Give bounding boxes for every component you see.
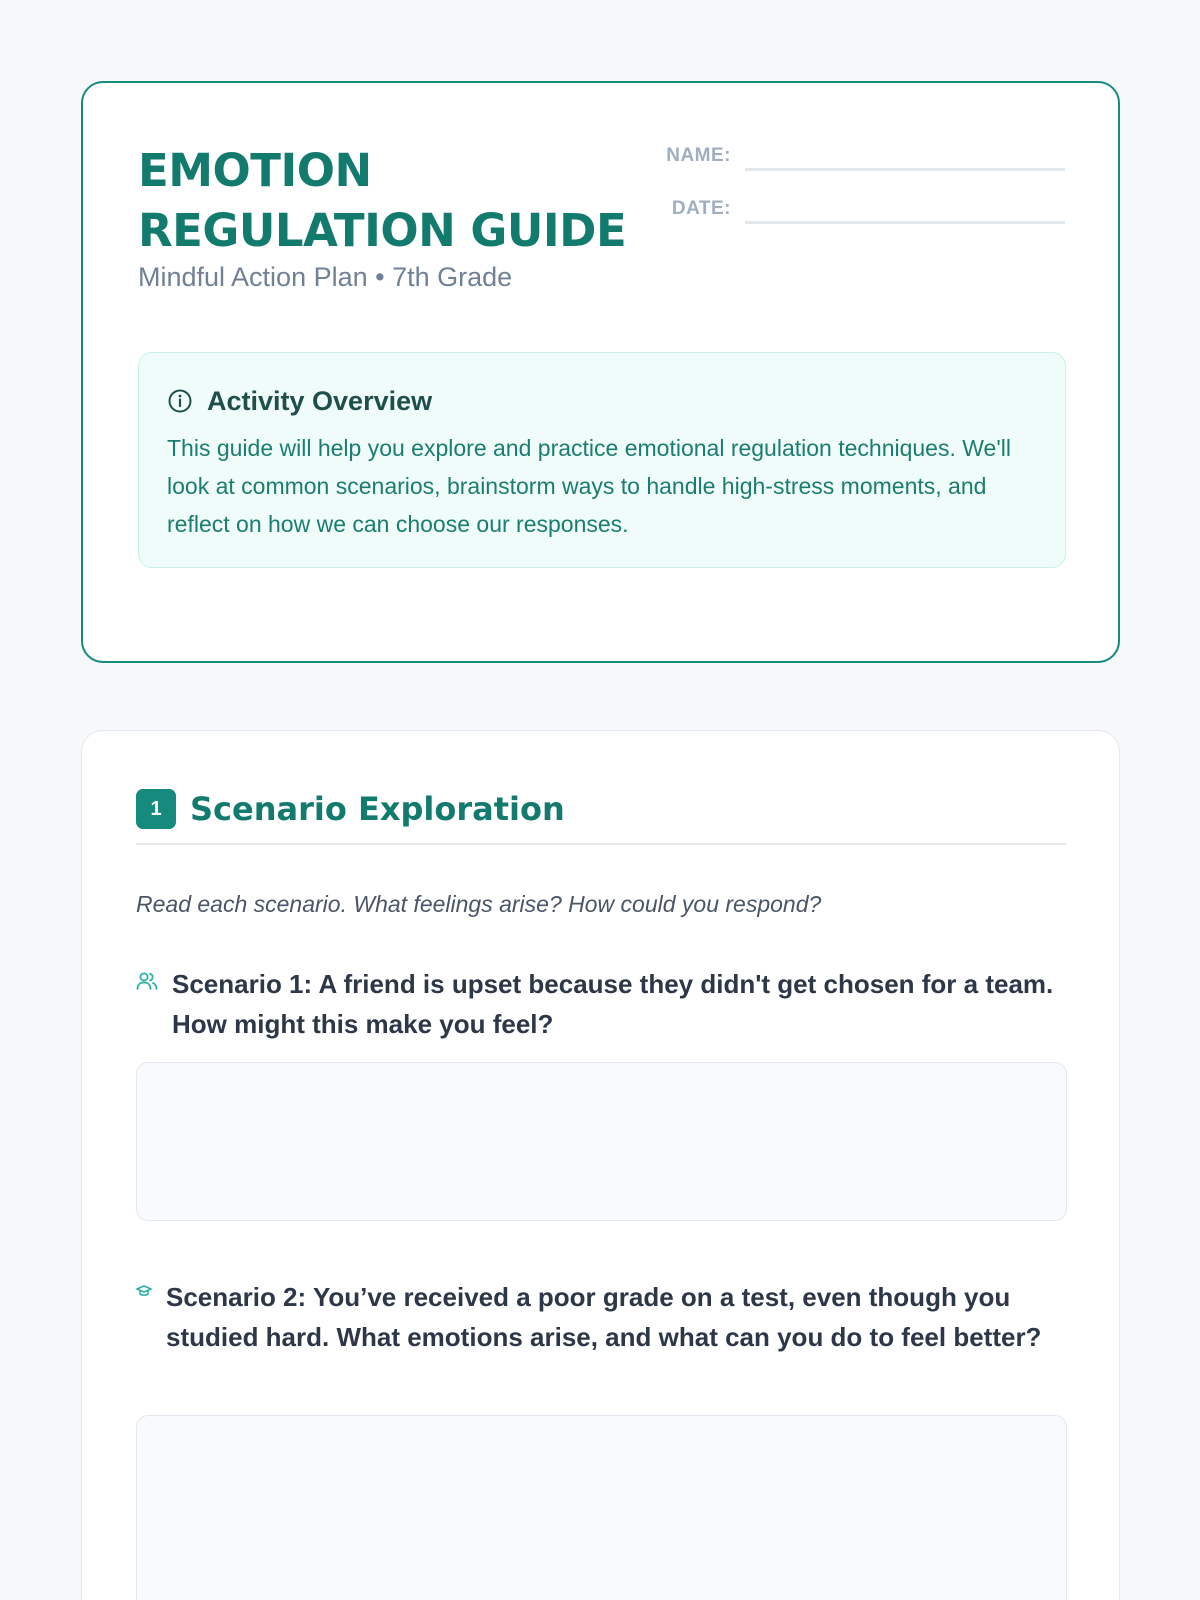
name-field-row bbox=[666, 143, 1065, 171]
scenario-2-answer-box[interactable] bbox=[136, 1415, 1067, 1600]
section-title: Scenario Exploration bbox=[190, 790, 565, 828]
section-instructions: Read each scenario. What feelings arise? How could you respond? bbox=[136, 891, 822, 917]
date-field-row bbox=[672, 196, 1065, 224]
scenario-2-label: Scenario 2: bbox=[166, 1282, 307, 1312]
users-icon bbox=[136, 970, 158, 997]
info-icon bbox=[167, 388, 193, 414]
scenario-2-body: You’ve received a poor grade on a test, even though you studied hard. What emotions arise, and what can you do to feel better? bbox=[166, 1282, 1042, 1352]
date-label: DATE: bbox=[671, 198, 731, 219]
header-card bbox=[81, 81, 1120, 663]
page-subtitle: Mindful Action Plan • 7th Grade bbox=[138, 262, 513, 292]
scenario-1 bbox=[136, 964, 1066, 1044]
section-header bbox=[136, 789, 1066, 845]
name-label: NAME: bbox=[666, 145, 731, 166]
date-field[interactable] bbox=[745, 196, 1065, 224]
activity-overview bbox=[138, 352, 1066, 568]
graduation-cap-icon bbox=[136, 1283, 152, 1304]
scenario-2-text bbox=[166, 1277, 1066, 1357]
scenario-1-label: Scenario 1: bbox=[172, 969, 313, 999]
scenario-1-answer-box[interactable] bbox=[136, 1062, 1067, 1221]
scenario-1-text bbox=[172, 964, 1066, 1044]
page-title: EMOTION REGULATION GUIDE bbox=[138, 144, 627, 257]
overview-header bbox=[167, 385, 1037, 417]
scenario-section-card bbox=[81, 730, 1120, 1600]
overview-title: Activity Overview bbox=[207, 385, 433, 416]
scenario-2 bbox=[136, 1277, 1066, 1357]
section-number-badge: 1 bbox=[136, 789, 176, 829]
overview-text: This guide will help you explore and practice emotional regulation techniques. We'll look at common scenarios, brainstorm ways to handle high-stress moments, and reflect on how we can choose our responses. bbox=[167, 435, 1011, 537]
scenario-1-body: A friend is upset because they didn't get chosen for a team. How might this make you feel? bbox=[172, 969, 1054, 1039]
name-field[interactable] bbox=[745, 143, 1065, 171]
